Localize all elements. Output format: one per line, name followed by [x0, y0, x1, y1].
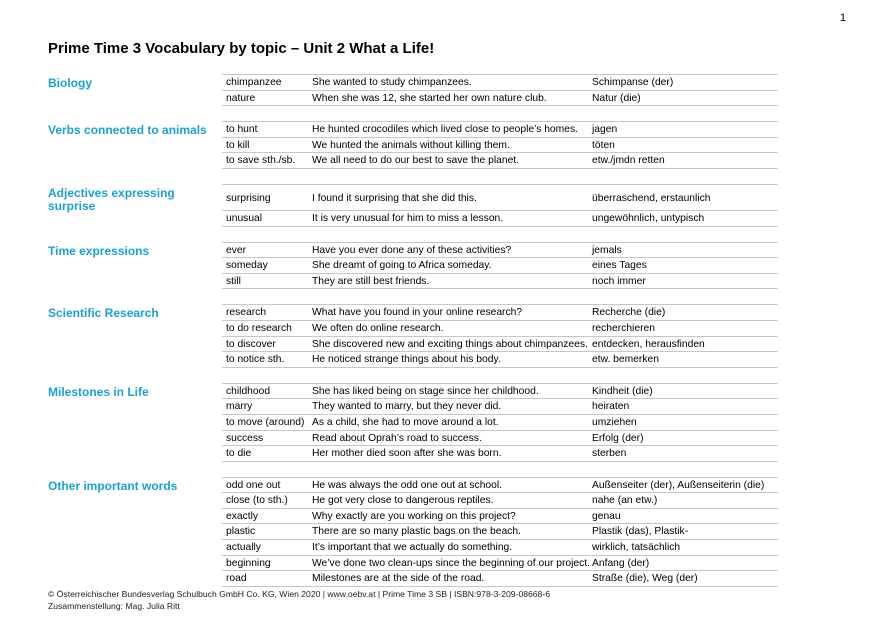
section-rows	[222, 304, 778, 367]
example-sentence: It’s important that we actually do something.	[312, 542, 513, 554]
vocab-row	[222, 384, 778, 400]
translation: recherchieren	[592, 322, 655, 334]
section-scientific-research	[46, 304, 778, 367]
vocab-word: childhood	[226, 385, 271, 397]
example-sentence: He was always the odd one out at school.	[312, 479, 503, 491]
translation: umziehen	[592, 416, 637, 428]
example-sentence: As a child, she had to move around a lot.	[312, 416, 499, 428]
section-rows	[222, 74, 778, 106]
vocab-row	[222, 478, 778, 494]
vocab-word: ever	[226, 244, 247, 256]
example-sentence: He hunted crocodiles which lived close to people’s homes.	[312, 124, 578, 136]
vocab-word: to hunt	[226, 124, 258, 136]
translation: Natur (die)	[592, 92, 641, 104]
example-sentence: When she was 12, she started her own nature club.	[312, 92, 547, 104]
section-rows	[222, 383, 778, 462]
section-title: Adjectives expressing surprise	[48, 185, 175, 213]
compiler-credit: Zusammenstellung: Mag. Julia Ritt	[48, 601, 180, 611]
vocab-word: chimpanzee	[226, 77, 282, 88]
vocab-word: someday	[226, 260, 268, 272]
vocab-row	[222, 321, 778, 337]
vocab-row	[222, 446, 778, 462]
section-rows	[222, 477, 778, 587]
example-sentence: Her mother died soon after she was born.	[312, 448, 502, 460]
example-sentence: We often do online research.	[312, 322, 444, 334]
example-sentence: She wanted to study chimpanzees.	[312, 77, 472, 88]
footer	[48, 588, 550, 612]
vocab-row	[222, 258, 778, 274]
example-sentence: He got very close to dangerous reptiles.	[312, 495, 494, 507]
translation: etw. bemerken	[592, 354, 659, 366]
vocab-row	[222, 415, 778, 431]
vocab-row	[222, 431, 778, 447]
vocab-row	[222, 75, 778, 91]
translation: heiraten	[592, 401, 630, 413]
translation: Schimpanse (der)	[592, 77, 674, 88]
translation: Straße (die), Weg (der)	[592, 573, 698, 585]
example-sentence: We all need to do our best to save the planet.	[312, 155, 520, 167]
vocab-word: beginning	[226, 557, 271, 569]
example-sentence: Milestones are at the side of the road.	[312, 573, 485, 585]
translation: entdecken, herausfinden	[592, 338, 705, 350]
example-sentence: We’ve done two clean-ups since the beginning of our project.	[312, 557, 590, 569]
section-title: Verbs connected to animals	[48, 123, 207, 138]
vocabulary-list	[46, 74, 778, 602]
translation: überraschend, erstaunlich	[592, 192, 711, 204]
translation: Außenseiter (der), Außenseiterin (die)	[592, 479, 765, 491]
example-sentence: They wanted to marry, but they never did.	[312, 401, 502, 413]
vocab-word: nature	[226, 92, 256, 104]
translation: Recherche (die)	[592, 307, 666, 319]
vocab-word: plastic	[226, 526, 256, 538]
vocab-word: to discover	[226, 338, 276, 350]
vocab-row	[222, 540, 778, 556]
vocab-word: to do research	[226, 322, 292, 334]
vocab-word: marry	[226, 401, 253, 413]
page-number: 1	[839, 12, 846, 24]
example-sentence: She discovered new and exciting things about chimpanzees.	[312, 338, 588, 350]
vocab-row	[222, 509, 778, 525]
translation: nahe (an etw.)	[592, 495, 658, 507]
vocab-word: close (to sth.)	[226, 495, 288, 507]
translation: etw./jmdn retten	[592, 155, 665, 167]
vocab-word: success	[226, 432, 264, 444]
vocab-word: to die	[226, 448, 252, 460]
vocab-word: to notice sth.	[226, 354, 285, 366]
vocab-word: to kill	[226, 139, 250, 151]
example-sentence: It is very unusual for him to miss a lesson.	[312, 212, 504, 224]
translation: ungewöhnlich, untypisch	[592, 212, 705, 224]
vocab-row	[222, 122, 778, 138]
vocab-word: exactly	[226, 510, 259, 522]
example-sentence: She has liked being on stage since her childhood.	[312, 385, 539, 397]
translation: jemals	[592, 244, 622, 256]
vocab-word: surprising	[226, 192, 271, 204]
section-title: Biology	[48, 76, 92, 90]
translation: töten	[592, 139, 615, 151]
vocab-row	[222, 185, 778, 211]
vocab-row	[222, 243, 778, 259]
example-sentence: Read about Oprah’s road to success.	[312, 432, 482, 444]
vocab-word: to save sth./sb.	[226, 155, 296, 167]
translation: noch immer	[592, 275, 646, 287]
section-rows	[222, 242, 778, 290]
example-sentence: I found it surprising that she did this.	[312, 192, 477, 204]
vocab-row	[222, 91, 778, 107]
translation: eines Tages	[592, 260, 647, 272]
example-sentence: They are still best friends.	[312, 275, 430, 287]
section-rows	[222, 121, 778, 169]
translation: sterben	[592, 448, 627, 460]
translation: jagen	[592, 124, 618, 136]
vocab-row	[222, 305, 778, 321]
example-sentence: Why exactly are you working on this project?	[312, 510, 516, 522]
vocab-word: odd one out	[226, 479, 281, 491]
section-title: Time expressions	[48, 243, 150, 258]
vocab-word: research	[226, 307, 267, 319]
translation: Anfang (der)	[592, 557, 650, 569]
vocab-row	[222, 399, 778, 415]
section-other-words	[46, 477, 778, 587]
vocab-row	[222, 211, 778, 227]
example-sentence: We hunted the animals without killing them.	[312, 139, 510, 151]
translation: Kindheit (die)	[592, 385, 653, 397]
example-sentence: What have you found in your online research?	[312, 307, 523, 319]
translation: Plastik (das), Plastik-	[592, 526, 689, 538]
section-adjectives-surprise	[46, 184, 778, 227]
section-title: Milestones in Life	[48, 384, 149, 399]
vocab-word: actually	[226, 542, 261, 554]
vocab-row	[222, 274, 778, 290]
section-title: Scientific Research	[48, 306, 159, 321]
vocab-row	[222, 493, 778, 509]
translation: Erfolg (der)	[592, 432, 644, 444]
document-title: Prime Time 3 Vocabulary by topic – Unit 2 What a Life!	[48, 40, 435, 57]
section-verbs-animals	[46, 121, 778, 169]
translation: wirklich, tatsächlich	[592, 542, 681, 554]
vocab-row	[222, 556, 778, 572]
section-title: Other important words	[48, 478, 178, 493]
vocab-row	[222, 153, 778, 169]
vocab-word: to move (around)	[226, 416, 305, 428]
copyright-line: © Österreichischer Bundesverlag Schulbuch GmbH Co. KG, Wien 2020 | www.oebv.at | Prime Time 3 SB | ISBN:978-3-209-08668-6	[48, 589, 550, 599]
section-milestones	[46, 383, 778, 462]
vocab-row	[222, 352, 778, 368]
vocab-word: unusual	[226, 212, 263, 224]
example-sentence: She dreamt of going to Africa someday.	[312, 260, 492, 272]
vocab-row	[222, 337, 778, 353]
vocab-row	[222, 524, 778, 540]
example-sentence: He noticed strange things about his body.	[312, 354, 501, 366]
section-biology	[46, 74, 778, 106]
vocab-word: still	[226, 275, 241, 287]
section-time-expressions	[46, 242, 778, 290]
translation: genau	[592, 510, 621, 522]
vocab-row	[222, 138, 778, 154]
section-rows	[222, 184, 778, 227]
vocab-row	[222, 571, 778, 587]
vocab-word: road	[226, 573, 247, 585]
example-sentence: Have you ever done any of these activities?	[312, 244, 512, 256]
example-sentence: There are so many plastic bags on the beach.	[312, 526, 521, 538]
